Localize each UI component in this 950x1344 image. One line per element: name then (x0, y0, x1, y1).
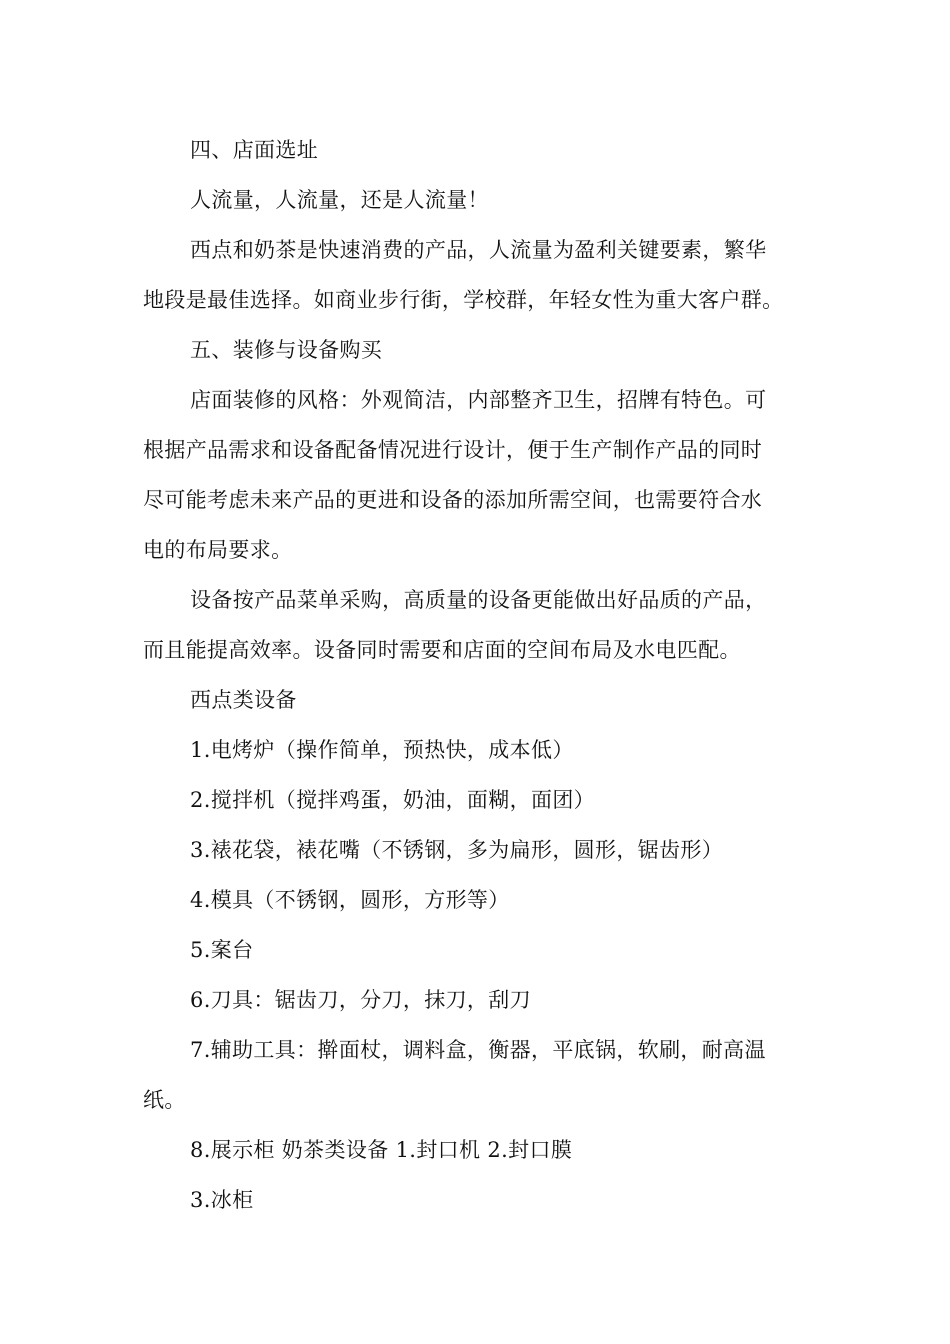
paragraph-line: 尽可能考虑未来产品的更进和设备的添加所需空间，也需要符合水 (143, 488, 763, 512)
list-item: 3.裱花袋，裱花嘴（不锈钢，多为扁形，圆形，锯齿形） (190, 838, 724, 862)
list-item: 6.刀具：锯齿刀，分刀，抹刀，刮刀 (190, 988, 531, 1012)
paragraph-line: 店面装修的风格：外观简洁，内部整齐卫生，招牌有特色。可 (190, 388, 767, 412)
paragraph-line: 设备按产品菜单采购，高质量的设备更能做出好品质的产品， (190, 588, 767, 612)
list-item: 3.冰柜 (190, 1188, 254, 1212)
list-item: 4.模具（不锈钢，圆形，方形等） (190, 888, 510, 912)
paragraph-line: 人流量，人流量，还是人流量！ (190, 188, 489, 212)
paragraph-line: 电的布局要求。 (143, 538, 293, 562)
list-item: 5.案台 (190, 938, 254, 962)
section-heading-store-location: 四、店面选址 (190, 138, 319, 162)
paragraph-line: 而且能提高效率。设备同时需要和店面的空间布局及水电匹配。 (143, 638, 741, 662)
list-item: 2.搅拌机（搅拌鸡蛋，奶油，面糊，面团） (190, 788, 596, 812)
list-item-continuation: 纸。 (143, 1088, 186, 1112)
list-item: 7.辅助工具：擀面杖，调料盒，衡器，平底锅，软刷，耐高温 (190, 1038, 766, 1062)
list-item: 8.展示柜 奶茶类设备 1.封口机 2.封口膜 (190, 1138, 573, 1162)
paragraph-line: 西点和奶茶是快速消费的产品，人流量为盈利关键要素，繁华 (190, 238, 767, 262)
list-item: 1.电烤炉（操作简单，预热快，成本低） (190, 738, 574, 762)
subheading-pastry-equipment: 西点类设备 (190, 688, 297, 712)
paragraph-line: 根据产品需求和设备配备情况进行设计，便于生产制作产品的同时 (143, 438, 763, 462)
paragraph-line: 地段是最佳选择。如商业步行街，学校群，年轻女性为重大客户群。 (143, 288, 784, 312)
document-body (143, 125, 807, 1225)
section-heading-decoration-equipment: 五、装修与设备购买 (190, 338, 383, 362)
